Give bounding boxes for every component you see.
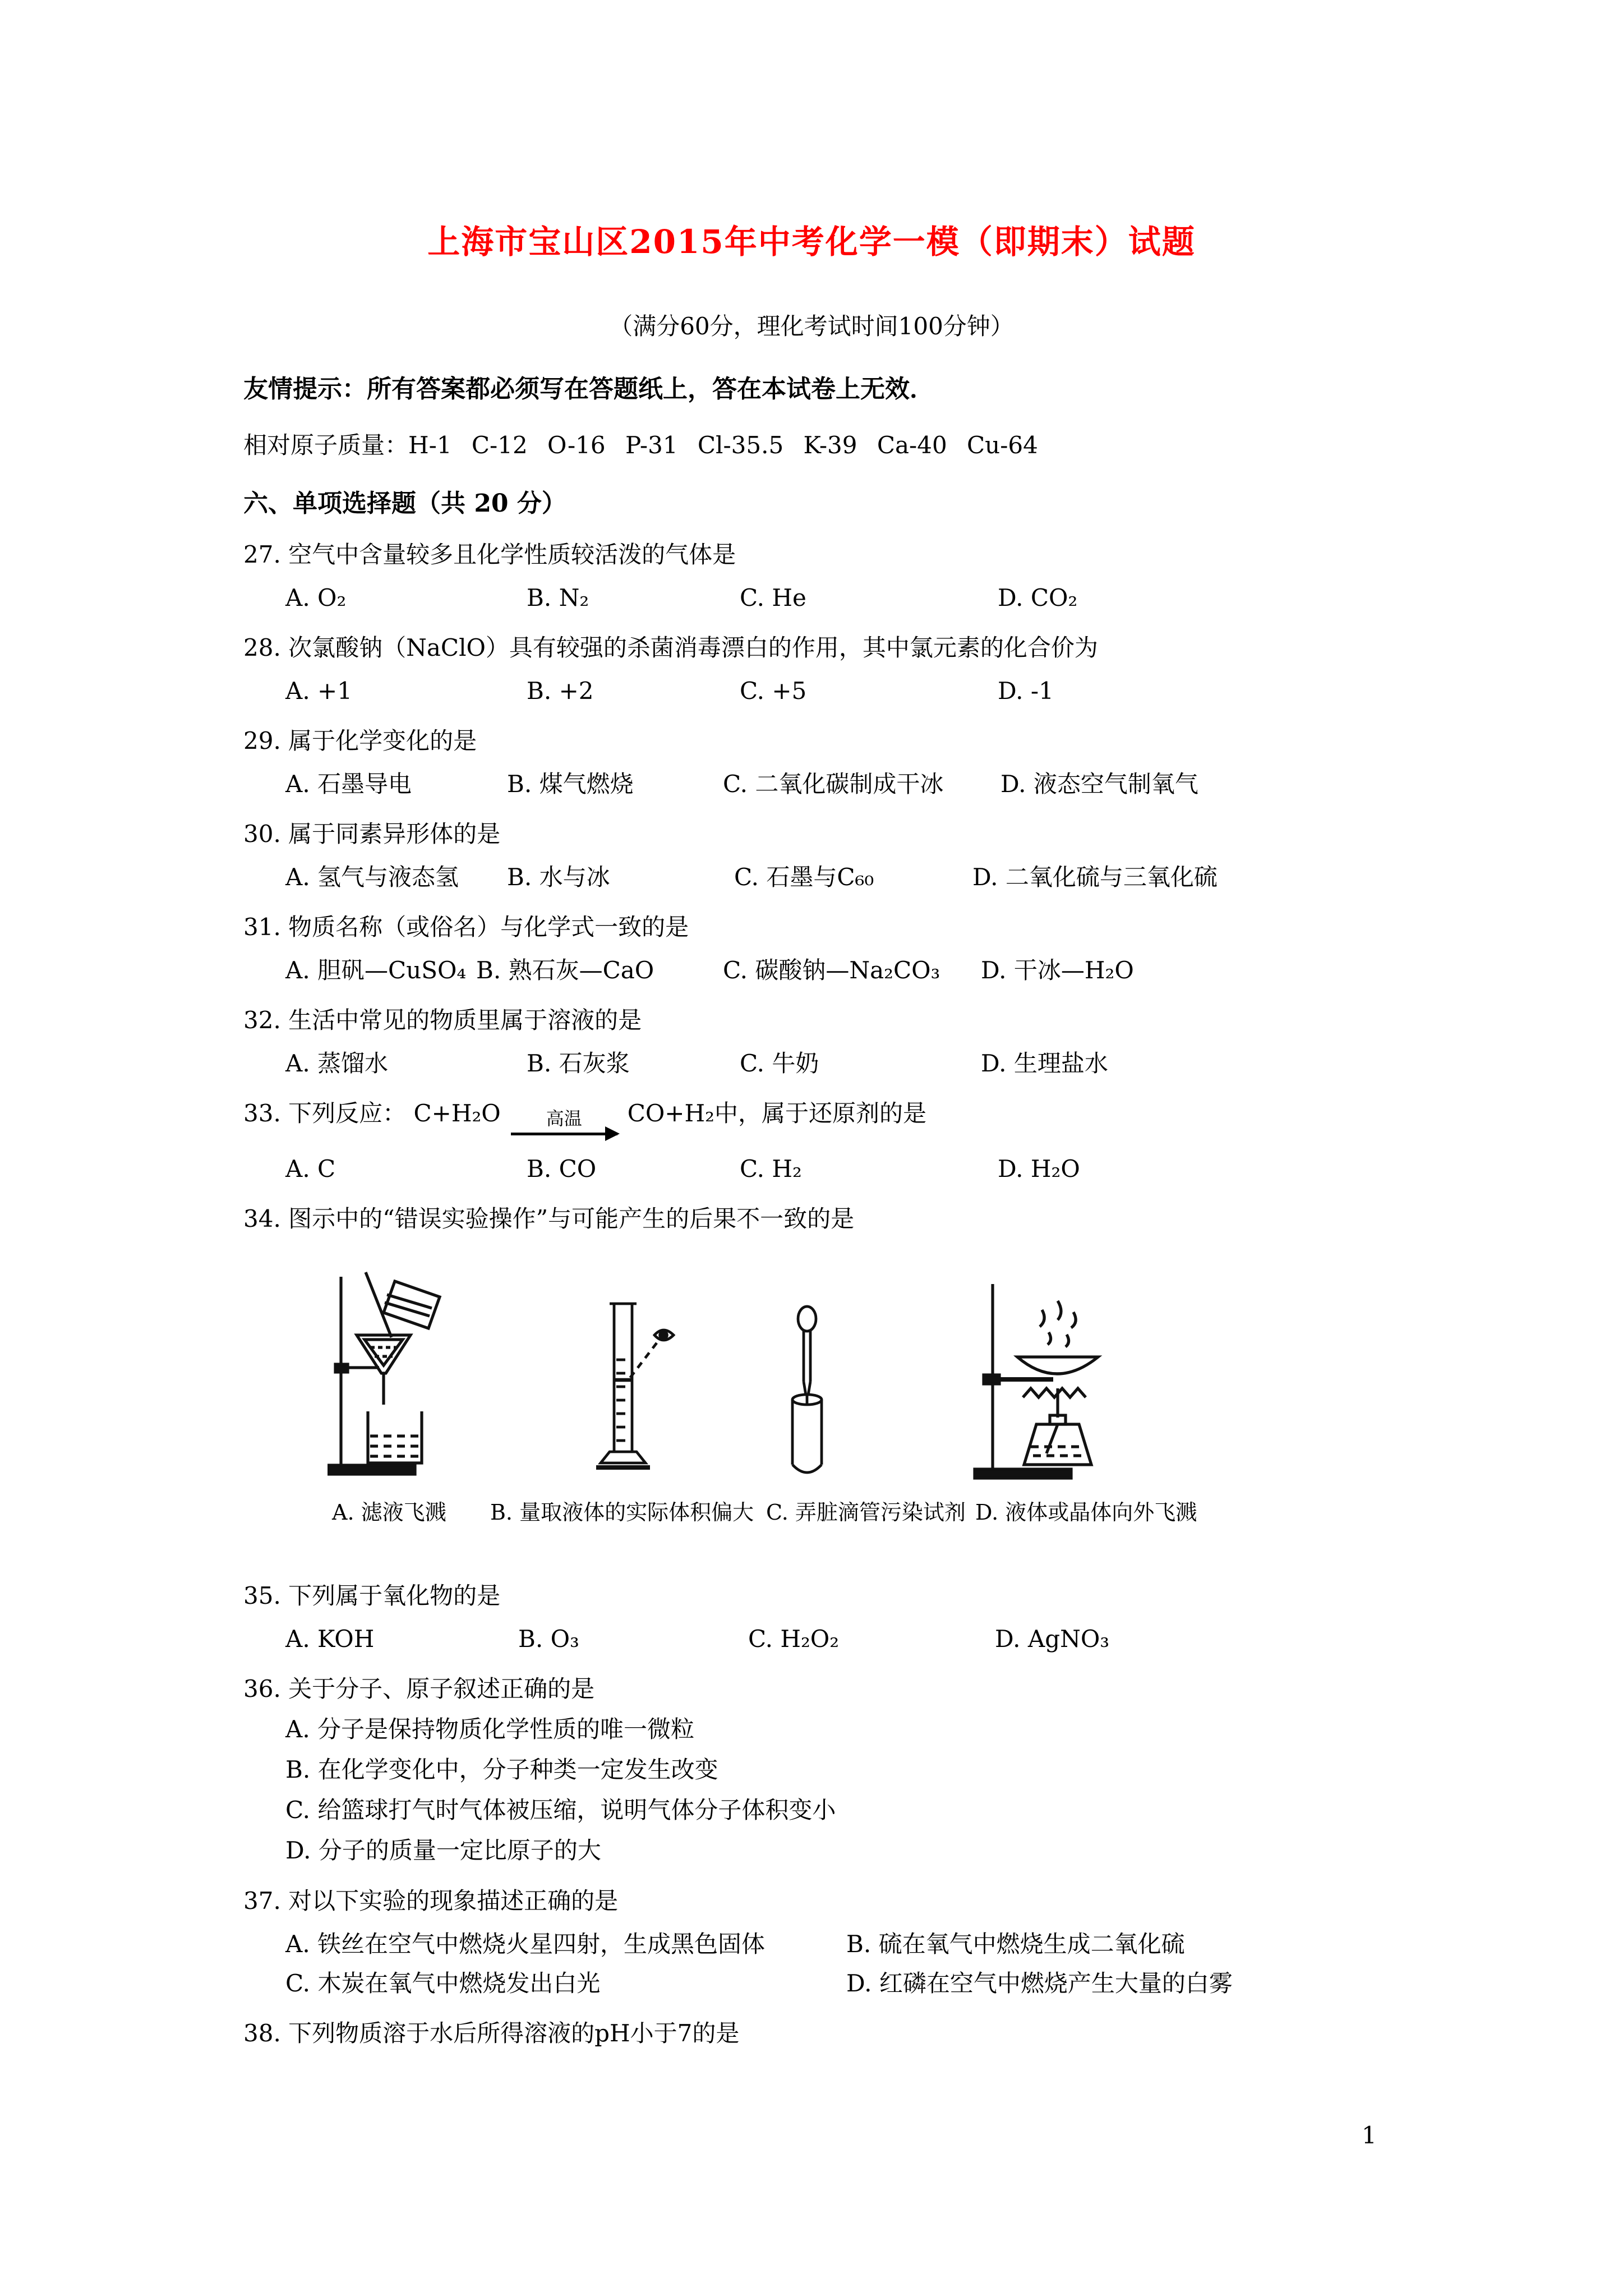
atomic-mass-line: 相对原子质量：H-1 C-12 O-16 P-31 Cl-35.5 K-39 Ca-40 Cu-64 [243,431,1038,459]
question-37-option-c: C. 木炭在氧气中燃烧发出白光 [285,1970,601,1997]
question-33-option-d: D. H₂O [998,1155,1080,1182]
question-35-option-b: B. O₃ [518,1625,579,1653]
question-36-option-a: A. 分子是保持物质化学性质的唯一微粒 [285,1715,695,1743]
question-28 [243,631,1380,708]
question-32-option-a: A. 蒸馏水 [285,1050,389,1077]
question-32-options [243,1047,1380,1080]
question-31-option-a: A. 胆矾—CuSO₄ [285,956,467,984]
dropper-figure-drawing [762,1301,852,1480]
question-32 [243,1003,1380,1080]
question-29-option-d: D. 液态空气制氧气 [1000,770,1198,798]
question-31-option-d: D. 干冰—H₂O [981,956,1134,984]
question-28-stem: 28. 次氯酸钠（NaClO）具有较强的杀菌消毒漂白的作用，其中氯元素的化合价为 [243,634,1098,661]
question-27-options [243,581,1380,615]
question-35-option-d: D. AgNO₃ [995,1625,1110,1653]
question-30-options [243,861,1380,894]
question-35-option-a: A. KOH [285,1625,375,1653]
question-29-options [243,767,1380,801]
question-27 [243,537,1380,615]
question-27-stem: 27. 空气中含量较多且化学性质较活泼的气体是 [243,541,736,568]
page-number: 1 [1362,2122,1377,2149]
question-29-option-c: C. 二氧化碳制成干冰 [723,770,944,798]
question-36 [243,1672,1380,1868]
figure-caption-d: D. 液体或晶体向外飞溅 [975,1500,1197,1525]
exam-subtitle: （满分60分，理化考试时间100分钟） [609,312,1014,340]
question-30-option-d: D. 二氧化硫与三氧化硫 [972,863,1218,891]
question-34 [243,1202,1380,1534]
question-27-option-c: C. He [740,584,806,611]
question-31-option-b: B. 熟石灰—CaO [476,956,654,984]
question-37-option-d: D. 红磷在空气中燃烧产生大量的白雾 [846,1970,1233,1997]
reaction-condition-label: 高温 [546,1108,582,1129]
question-33-stem [243,1096,1380,1143]
notice-line: 友情提示：所有答案都必须写在答题纸上，答在本试卷上无效． [243,375,934,403]
question-33-option-a: A. C [285,1155,336,1182]
question-28-option-d: D. -1 [998,677,1054,705]
question-32-option-b: B. 石灰浆 [527,1050,630,1077]
question-30-option-a: A. 氢气与液态氢 [285,863,459,891]
question-36-stem: 36. 关于分子、原子叙述正确的是 [243,1675,595,1703]
question-35-options [243,1622,1380,1656]
evaporation-heating-figure [972,1278,1158,1486]
question-37-options-row-1 [243,1927,1380,1961]
filtration-figure-drawing [328,1270,501,1483]
question-30-option-b: B. 水与冰 [507,863,610,891]
question-33-option-b: B. CO [527,1155,597,1182]
question-33-options [243,1152,1380,1186]
figure-caption-a: A. 滤液飞溅 [332,1500,446,1525]
question-35 [243,1579,1380,1656]
question-27-option-d: D. CO₂ [998,584,1078,611]
question-31 [243,910,1380,987]
question-38-stem: 38. 下列物质溶于水后所得溶液的pH小于7的是 [243,2019,740,2047]
question-28-option-c: C. +5 [740,677,807,705]
question-36-option-c: C. 给篮球打气时气体被压缩，说明气体分子体积变小 [285,1796,836,1824]
question-31-option-c: C. 碳酸钠—Na₂CO₃ [723,956,940,984]
question-30 [243,817,1380,894]
question-32-stem: 32. 生活中常见的物质里属于溶液的是 [243,1006,642,1034]
question-35-stem: 35. 下列属于氧化物的是 [243,1582,501,1609]
question-29-stem: 29. 属于化学变化的是 [243,727,477,754]
question-30-option-c: C. 石墨与C₆₀ [734,863,874,891]
question-29-option-b: B. 煤气燃烧 [507,770,634,798]
question-28-options [243,674,1380,708]
evaporation-figure-drawing [972,1278,1158,1486]
question-38 [243,2016,1380,2051]
question-33-stem-prefix: 33. 下列反应： C+H₂O [243,1099,501,1127]
question-37 [243,1884,1380,2000]
cylinder-figure-drawing [560,1292,695,1483]
dropper-test-tube-figure [762,1301,852,1480]
question-37-stem: 37. 对以下实验的现象描述正确的是 [243,1887,619,1915]
question-27-option-b: B. N₂ [527,584,589,611]
question-32-option-d: D. 生理盐水 [981,1050,1108,1077]
right-arrow-icon [511,1133,617,1135]
question-32-option-c: C. 牛奶 [740,1050,819,1077]
figure-caption-b: B. 量取液体的实际体积偏大 [490,1500,754,1525]
question-34-stem: 34. 图示中的“错误实验操作”与可能产生的后果不一致的是 [243,1205,855,1232]
question-35-option-c: C. H₂O₂ [748,1625,840,1653]
question-36-option-b: B. 在化学变化中，分子种类一定发生改变 [285,1756,718,1783]
filtration-apparatus-figure [328,1270,501,1483]
reaction-arrow [511,1109,617,1143]
question-31-options [243,954,1380,987]
question-34-figure [243,1270,1380,1534]
question-36-option-d: D. 分子的质量一定比原子的大 [285,1837,601,1864]
section-heading: 六、单项选择题（共 20 分） [243,489,566,518]
question-33-stem-suffix: CO+H₂中，属于还原剂的是 [627,1099,926,1127]
question-29 [243,724,1380,801]
question-31-stem: 31. 物质名称（或俗名）与化学式一致的是 [243,913,689,941]
graduated-cylinder-figure [560,1292,695,1483]
question-33-option-c: C. H₂ [740,1155,802,1182]
question-37-option-a: A. 铁丝在空气中燃烧火星四射，生成黑色固体 [285,1930,766,1958]
question-27-option-a: A. O₂ [285,584,347,611]
question-37-options-row-2 [243,1967,1380,2000]
question-29-option-a: A. 石墨导电 [285,770,412,798]
figure-caption-c: C. 弄脏滴管污染试剂 [766,1500,966,1525]
question-30-stem: 30. 属于同素异形体的是 [243,820,501,848]
question-33 [243,1096,1380,1186]
question-28-option-a: A. +1 [285,677,352,705]
question-28-option-b: B. +2 [527,677,594,705]
page-title: 上海市宝山区2015年中考化学一模（即期末）试题 [427,223,1196,261]
question-37-option-b: B. 硫在氧气中燃烧生成二氧化硫 [846,1930,1185,1958]
